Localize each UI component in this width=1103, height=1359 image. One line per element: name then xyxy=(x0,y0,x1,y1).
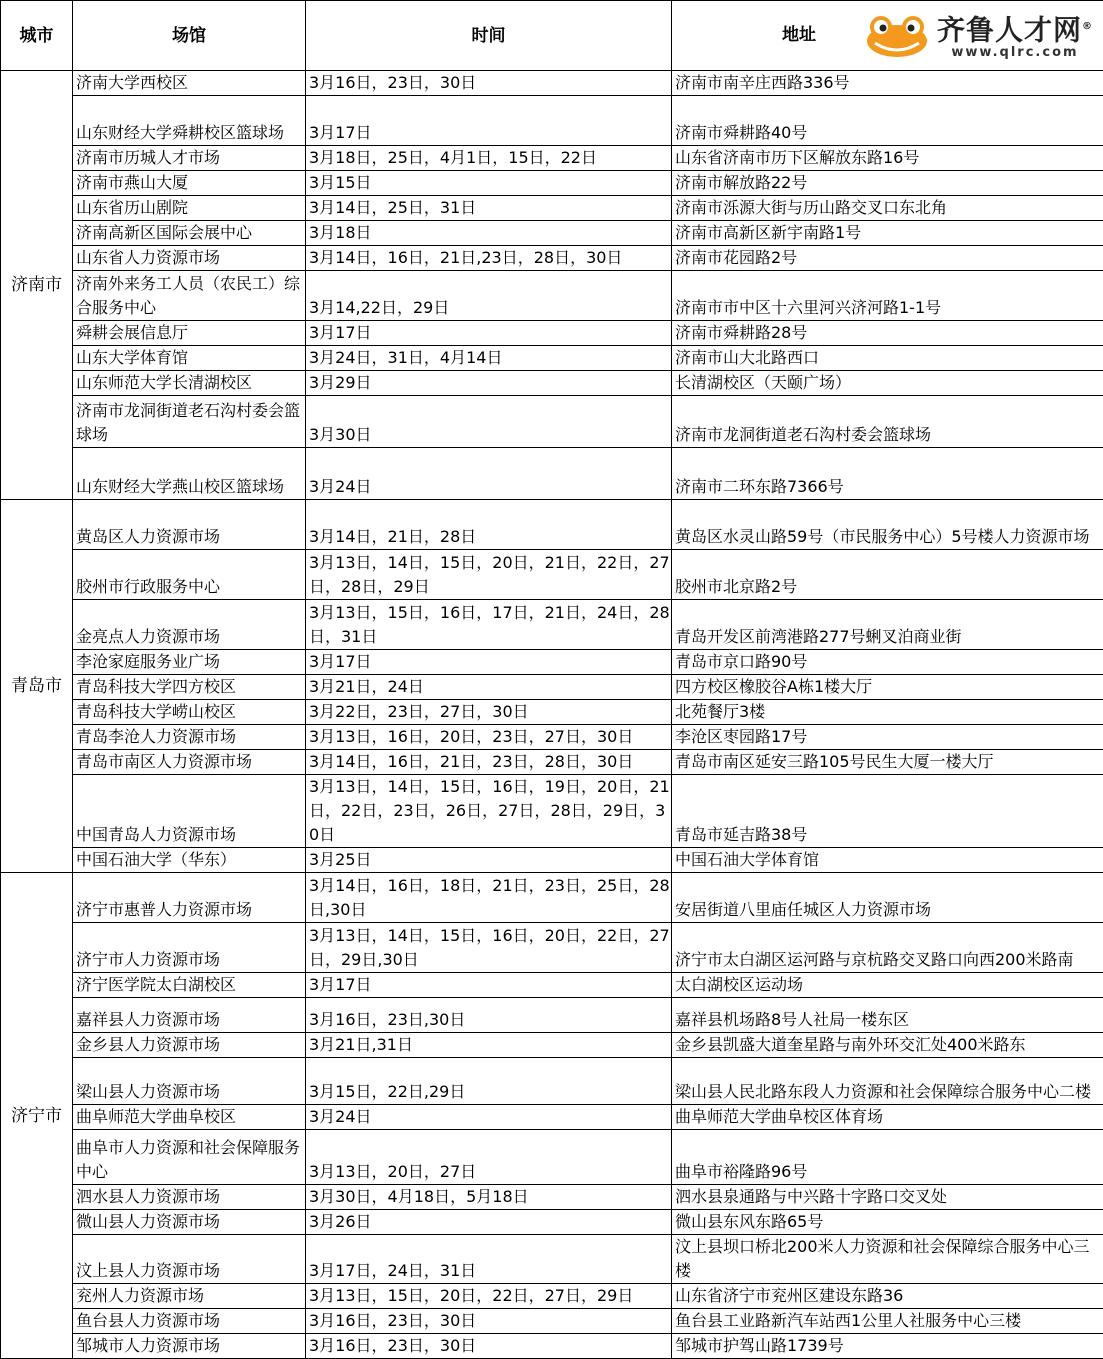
table-row xyxy=(1,146,1103,171)
time-cell: 3月13日，14日，15日，20日，21日，22日，27日，28日，29日 xyxy=(306,550,672,600)
table-row xyxy=(1,171,1103,196)
header-venue: 场馆 xyxy=(73,1,306,71)
table-row xyxy=(1,973,1103,998)
address-cell: 青岛开发区前湾港路277号蜊叉泊商业街 xyxy=(672,600,1103,650)
address-cell: 黄岛区水灵山路59号（市民服务中心）5号楼人力资源市场 xyxy=(672,500,1103,550)
address-cell: 中国石油大学体育馆 xyxy=(672,848,1103,873)
logo-url: www.qlrc.com xyxy=(951,44,1079,60)
address-cell: 济南市舜耕路28号 xyxy=(672,321,1103,346)
venue-cell: 汶上县人力资源市场 xyxy=(73,1235,306,1284)
table-row xyxy=(1,998,1103,1033)
time-cell: 3月26日 xyxy=(306,1210,672,1235)
venue-cell: 青岛市南区人力资源市场 xyxy=(73,750,306,775)
address-cell: 曲阜市裕隆路96号 xyxy=(672,1130,1103,1185)
address-cell: 济南市南辛庄西路336号 xyxy=(672,71,1103,96)
table-row xyxy=(1,600,1103,650)
time-cell: 3月17日 xyxy=(306,96,672,146)
address-cell: 山东省济宁市兖州区建设东路36 xyxy=(672,1284,1103,1309)
address-cell: 青岛市南区延安三路105号民生大厦一楼大厅 xyxy=(672,750,1103,775)
time-cell: 3月17日 xyxy=(306,650,672,675)
time-cell: 3月13日，16日，20日，23日，27日，30日 xyxy=(306,725,672,750)
table-row xyxy=(1,1334,1103,1359)
time-cell: 3月24日 xyxy=(306,448,672,500)
address-cell: 安居街道八里庙任城区人力资源市场 xyxy=(672,873,1103,923)
table-row xyxy=(1,71,1103,96)
venue-cell: 济南市历城人才市场 xyxy=(73,146,306,171)
time-cell: 3月16日，23日,30日 xyxy=(306,998,672,1033)
time-cell: 3月30日，4月18日，5月18日 xyxy=(306,1185,672,1210)
table-row xyxy=(1,550,1103,600)
table-row xyxy=(1,775,1103,848)
venue-cell: 中国青岛人力资源市场 xyxy=(73,775,306,848)
venue-cell: 山东财经大学舜耕校区篮球场 xyxy=(73,96,306,146)
time-cell: 3月14日，25日，31日 xyxy=(306,196,672,221)
address-cell: 胶州市北京路2号 xyxy=(672,550,1103,600)
table-row xyxy=(1,396,1103,448)
table-row xyxy=(1,1210,1103,1235)
time-cell: 3月24日 xyxy=(306,1105,672,1130)
address-cell: 梁山县人民北路东段人力资源和社会保障综合服务中心二楼 xyxy=(672,1058,1103,1105)
table-row xyxy=(1,371,1103,396)
venue-cell: 胶州市行政服务中心 xyxy=(73,550,306,600)
time-cell: 3月13日，15日，16日，17日，21日，24日，28日，31日 xyxy=(306,600,672,650)
time-cell: 3月14日，16日，21日,23日，28日，30日 xyxy=(306,246,672,271)
address-cell: 济南市解放路22号 xyxy=(672,171,1103,196)
site-logo xyxy=(861,11,1093,61)
address-cell: 济南市二环东路7366号 xyxy=(672,448,1103,500)
table-row xyxy=(1,196,1103,221)
time-cell: 3月13日，15日，20日，22日，27日，29日 xyxy=(306,1284,672,1309)
table-row xyxy=(1,1284,1103,1309)
address-cell: 北苑餐厅3楼 xyxy=(672,700,1103,725)
address-cell: 青岛市京口路90号 xyxy=(672,650,1103,675)
venue-cell: 曲阜市人力资源和社会保障服务中心 xyxy=(73,1130,306,1185)
venue-cell: 金乡县人力资源市场 xyxy=(73,1033,306,1058)
address-cell: 嘉祥县机场路8号人社局一楼东区 xyxy=(672,998,1103,1033)
table-row xyxy=(1,700,1103,725)
time-cell: 3月14日，16日，21日，23日，28日，30日 xyxy=(306,750,672,775)
venue-cell: 金亮点人力资源市场 xyxy=(73,600,306,650)
venue-cell: 青岛科技大学四方校区 xyxy=(73,675,306,700)
time-cell: 3月16日，23日，30日 xyxy=(306,1309,672,1334)
venue-cell: 鱼台县人力资源市场 xyxy=(73,1309,306,1334)
address-cell: 济宁市太白湖区运河路与京杭路交叉路口向西200米路南 xyxy=(672,923,1103,973)
venue-cell: 青岛李沧人力资源市场 xyxy=(73,725,306,750)
address-cell: 李沧区枣园路17号 xyxy=(672,725,1103,750)
table-row xyxy=(1,1105,1103,1130)
logo-reg: ® xyxy=(1082,21,1093,33)
address-cell: 长清湖校区（天颐广场） xyxy=(672,371,1103,396)
time-cell: 3月29日 xyxy=(306,371,672,396)
time-cell: 3月21日,31日 xyxy=(306,1033,672,1058)
time-cell: 3月25日 xyxy=(306,848,672,873)
table-row xyxy=(1,1058,1103,1105)
table-row xyxy=(1,448,1103,500)
address-cell: 金乡县凯盛大道奎星路与南外环交汇处400米路东 xyxy=(672,1033,1103,1058)
time-cell: 3月16日，23日，30日 xyxy=(306,1334,672,1359)
address-cell: 济南市高新区新宇南路1号 xyxy=(672,221,1103,246)
address-cell: 汶上县坝口桥北200米人力资源和社会保障综合服务中心三楼 xyxy=(672,1235,1103,1284)
address-cell: 济南市泺源大街与历山路交叉口东北角 xyxy=(672,196,1103,221)
time-cell: 3月14日，16日，18日，21日，23日，25日，28日,30日 xyxy=(306,873,672,923)
time-cell: 3月15日 xyxy=(306,171,672,196)
time-cell: 3月18日，25日，4月1日，15日，22日 xyxy=(306,146,672,171)
header-city: 城市 xyxy=(1,1,73,71)
venue-cell: 梁山县人力资源市场 xyxy=(73,1058,306,1105)
time-cell: 3月24日，31日，4月14日 xyxy=(306,346,672,371)
table-row xyxy=(1,246,1103,271)
time-cell: 3月17日 xyxy=(306,321,672,346)
address-cell: 济南市龙洞街道老石沟村委会篮球场 xyxy=(672,396,1103,448)
venue-cell: 济南高新区国际会展中心 xyxy=(73,221,306,246)
table-row xyxy=(1,271,1103,321)
time-cell: 3月17日，24日，31日 xyxy=(306,1235,672,1284)
header-address-cell xyxy=(672,1,1103,71)
table-row xyxy=(1,923,1103,973)
venue-cell: 山东财经大学燕山校区篮球场 xyxy=(73,448,306,500)
address-cell: 济南市山大北路西口 xyxy=(672,346,1103,371)
frog-logo-icon xyxy=(861,13,933,59)
address-cell: 泗水县泉通路与中兴路十字路口交叉处 xyxy=(672,1185,1103,1210)
table-row xyxy=(1,1235,1103,1284)
venue-cell: 李沧家庭服务业广场 xyxy=(73,650,306,675)
table-row xyxy=(1,750,1103,775)
venue-cell: 济宁市惠普人力资源市场 xyxy=(73,873,306,923)
venue-cell: 济南外来务工人员（农民工）综合服务中心 xyxy=(73,271,306,321)
time-cell: 3月13日，20日，27日 xyxy=(306,1130,672,1185)
table-row xyxy=(1,675,1103,700)
table-row xyxy=(1,848,1103,873)
venue-cell: 济宁医学院太白湖校区 xyxy=(73,973,306,998)
logo-text-block xyxy=(937,12,1093,59)
venue-cell: 微山县人力资源市场 xyxy=(73,1210,306,1235)
logo-name: 齐鲁人才 xyxy=(936,13,1053,47)
address-cell: 鱼台县工业路新汽车站西1公里人社服务中心三楼 xyxy=(672,1309,1103,1334)
table-row xyxy=(1,500,1103,550)
header-time: 时间 xyxy=(306,1,672,71)
time-cell: 3月13日，14日，15日，16日，20日，22日，27日，29日,30日 xyxy=(306,923,672,973)
time-cell: 3月18日 xyxy=(306,221,672,246)
table-row xyxy=(1,1033,1103,1058)
time-cell: 3月30日 xyxy=(306,396,672,448)
city-cell: 济南市 xyxy=(1,71,73,500)
address-cell: 曲阜师范大学曲阜校区体育场 xyxy=(672,1105,1103,1130)
address-cell: 济南市市中区十六里河兴济河路1-1号 xyxy=(672,271,1103,321)
time-cell: 3月14日，21日，28日 xyxy=(306,500,672,550)
time-cell: 3月21日，24日 xyxy=(306,675,672,700)
venue-cell: 山东省人力资源市场 xyxy=(73,246,306,271)
time-cell: 3月17日 xyxy=(306,973,672,998)
table-row xyxy=(1,1185,1103,1210)
logo-suffix: 网 xyxy=(1052,13,1082,47)
table-row xyxy=(1,873,1103,923)
time-cell: 3月15日，22日,29日 xyxy=(306,1058,672,1105)
table-body xyxy=(1,71,1103,1359)
venue-cell: 济南大学西校区 xyxy=(73,71,306,96)
address-cell: 济南市花园路2号 xyxy=(672,246,1103,271)
table-row xyxy=(1,221,1103,246)
address-cell: 青岛市延吉路38号 xyxy=(672,775,1103,848)
venue-cell: 济南市龙洞街道老石沟村委会篮球场 xyxy=(73,396,306,448)
address-cell: 邹城市护驾山路1739号 xyxy=(672,1334,1103,1359)
address-cell: 四方校区橡胶谷A栋1楼大厅 xyxy=(672,675,1103,700)
city-cell: 济宁市 xyxy=(1,873,73,1359)
venue-cell: 山东师范大学长清湖校区 xyxy=(73,371,306,396)
time-cell: 3月13日，14日，15日，16日，19日，20日，21日，22日，23日，26日，27日，28日，29日，30日 xyxy=(306,775,672,848)
venue-cell: 山东大学体育馆 xyxy=(73,346,306,371)
table-row xyxy=(1,1309,1103,1334)
table-row xyxy=(1,725,1103,750)
address-cell: 微山县东风东路65号 xyxy=(672,1210,1103,1235)
address-cell: 济南市舜耕路40号 xyxy=(672,96,1103,146)
venue-cell: 济南市燕山大厦 xyxy=(73,171,306,196)
table-row xyxy=(1,321,1103,346)
table-row xyxy=(1,1130,1103,1185)
time-cell: 3月22日，23日，27日，30日 xyxy=(306,700,672,725)
table-row xyxy=(1,346,1103,371)
address-cell: 太白湖校区运动场 xyxy=(672,973,1103,998)
time-cell: 3月16日，23日，30日 xyxy=(306,71,672,96)
venue-cell: 山东省历山剧院 xyxy=(73,196,306,221)
time-cell: 3月14,22日，29日 xyxy=(306,271,672,321)
venue-cell: 中国石油大学（华东） xyxy=(73,848,306,873)
header-address: 地址 xyxy=(782,25,816,45)
venue-cell: 济宁市人力资源市场 xyxy=(73,923,306,973)
address-cell: 山东省济南市历下区解放东路16号 xyxy=(672,146,1103,171)
venue-cell: 兖州人力资源市场 xyxy=(73,1284,306,1309)
venue-cell: 曲阜师范大学曲阜校区 xyxy=(73,1105,306,1130)
header-row xyxy=(1,1,1103,71)
city-cell: 青岛市 xyxy=(1,500,73,873)
table-row xyxy=(1,96,1103,146)
venue-cell: 邹城市人力资源市场 xyxy=(73,1334,306,1359)
venue-cell: 泗水县人力资源市场 xyxy=(73,1185,306,1210)
venue-cell: 舜耕会展信息厅 xyxy=(73,321,306,346)
venue-cell: 嘉祥县人力资源市场 xyxy=(73,998,306,1033)
table-row xyxy=(1,650,1103,675)
venue-cell: 黄岛区人力资源市场 xyxy=(73,500,306,550)
venue-cell: 青岛科技大学崂山校区 xyxy=(73,700,306,725)
